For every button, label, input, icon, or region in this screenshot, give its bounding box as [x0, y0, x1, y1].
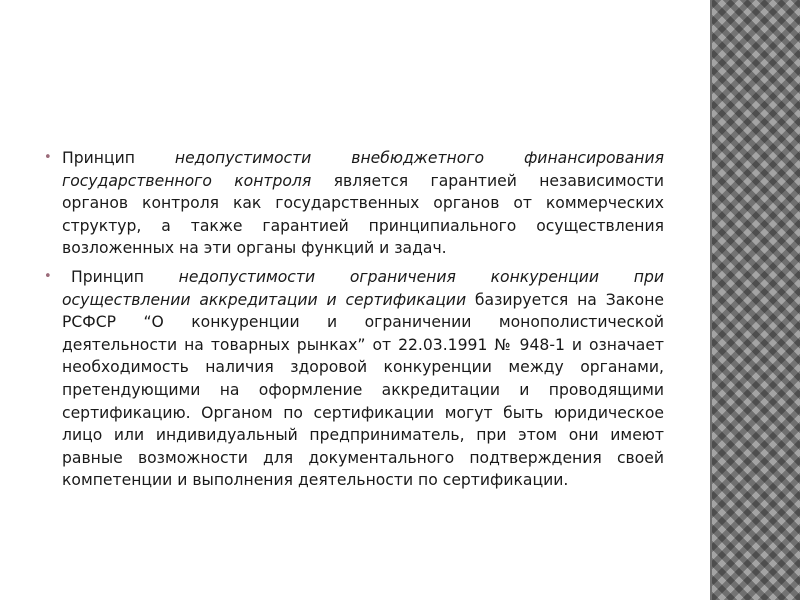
- decorative-side-band: [712, 0, 800, 600]
- paragraph-lead: Принцип: [62, 149, 175, 167]
- bullet-icon: •: [44, 150, 52, 165]
- bullet-paragraph-1: [42, 147, 664, 260]
- paragraph-lead: Принцип: [71, 267, 179, 286]
- bullet-paragraph-2: [42, 266, 664, 492]
- paragraph-text: является гарантией независимости органов контроля как государственных органов от коммерческих структур, а также гарантией принципиального осуществления возложенных на эти органы функций и задач.: [62, 171, 665, 258]
- paragraph-emphasis: недопустимости ограничения конкуренции при осуществлении аккредитации и сертификации: [62, 267, 664, 309]
- paragraph-text: базируется на Законе РСФСР “О конкуренции и ограничении монополистической деятельности на товарных рынках” от 22.03.1991 № 948-1 и означает необходимость наличия здоровой конкуренции между органами, претендующими на оформление аккредитации и проводящими сертификацию. Органом по сертификации могут быть юридическое лицо или индивидуальный предприниматель, при этом они имеют равные возможности для документального подтверждения своей компетенции и выполнения деятельности по сертификации.: [62, 290, 664, 490]
- paragraph-emphasis: недопустимости внебюджетного финансирования государственного контроля: [62, 149, 664, 190]
- bullet-icon: •: [44, 268, 52, 284]
- slide-body: [42, 147, 664, 492]
